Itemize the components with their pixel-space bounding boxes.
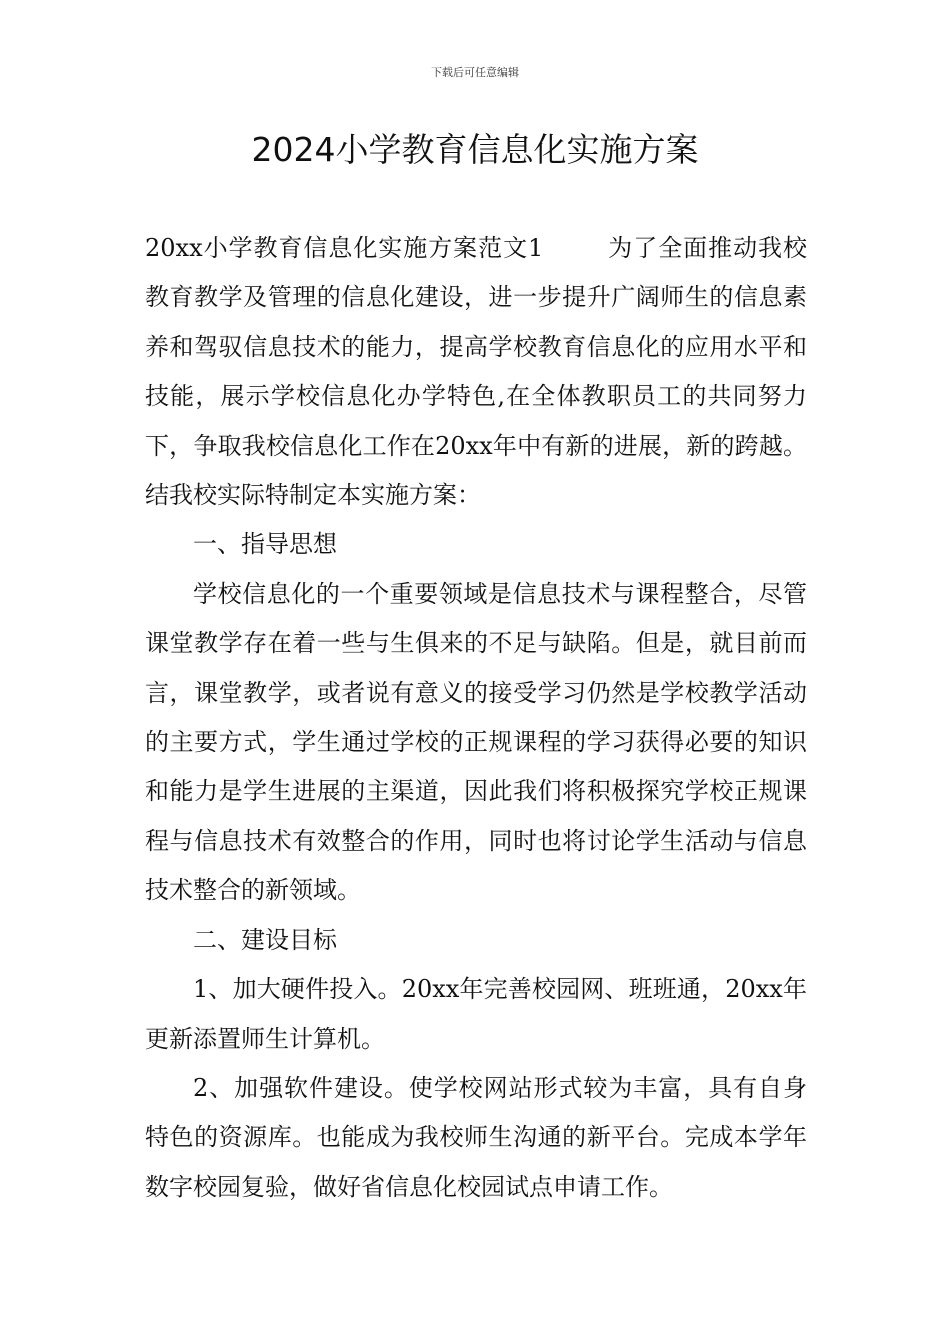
- document-body: [145, 224, 807, 1212]
- document-title: 2024小学教育信息化实施方案: [251, 130, 699, 169]
- goal-item-2: 2、加强软件建设。使学校网站形式较为丰富，具有自身特色的资源库。也能成为我校师生沟通的新平台。完成本学年数字校园复验，做好省信息化校园试点申请工作。: [145, 1073, 807, 1201]
- goal-item-1: 1、加大硬件投入。20xx年完善校园网、班班通，20xx年更新添置师生计算机。: [145, 975, 807, 1053]
- section1-heading: 一、指导思想: [193, 530, 337, 559]
- intro-text: 为了全面推动我校教育教学及管理的信息化建设，进一步提升广阔师生的信息素养和驾驭信息技术的能力，提高学校教育信息化的应用水平和技能，展示学校信息化办学特色,在全体教职员工的共同努力下，争取我校信息化工作在20xx年中有新的进展，新的跨越。结我校实际特制定本实施方案：: [145, 234, 807, 510]
- header-note: 下载后可任意编辑: [431, 66, 519, 79]
- section1-body: 学校信息化的一个重要领域是信息技术与课程整合，尽管课堂教学存在着一些与生俱来的不足与缺陷。但是，就目前而言，课堂教学，或者说有意义的接受学习仍然是学校教学活动的主要方式，学生通过学校的正规课程的学习获得必要的知识和能力是学生进展的主渠道，因此我们将积极探究学校正规课程与信息技术有效整合的作用，同时也将讨论学生活动与信息技术整合的新领域。: [145, 579, 807, 905]
- intro-paragraph: [145, 224, 807, 520]
- intro-label: 20xx小学教育信息化实施方案范文1: [145, 234, 544, 262]
- section2-heading: 二、建设目标: [193, 925, 337, 954]
